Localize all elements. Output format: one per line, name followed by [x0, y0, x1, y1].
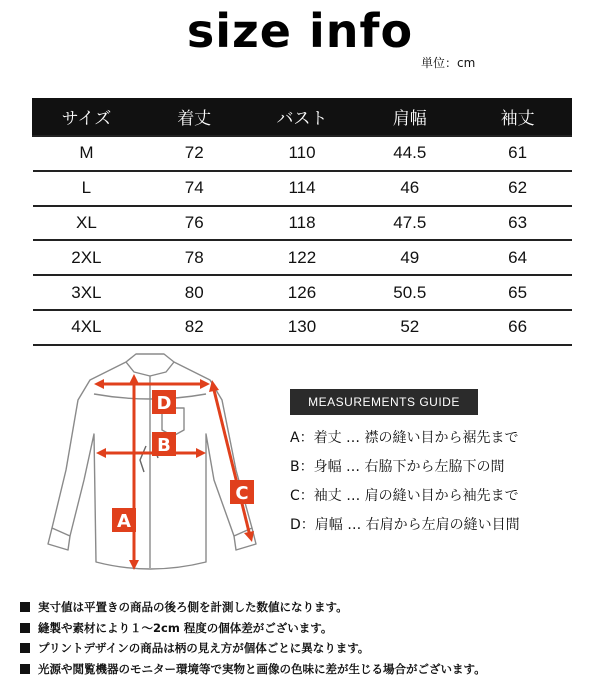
- shirt-diagram: [38, 350, 278, 585]
- table-cell: 49: [356, 240, 464, 275]
- note-item: [20, 659, 595, 680]
- table-row: [33, 240, 572, 275]
- table-cell: 82: [140, 310, 248, 345]
- label-c: C: [235, 483, 249, 504]
- table-cell: 4XL: [33, 310, 141, 345]
- note-text: 光源や閲覧機器のモニター環境等で実物と画像の色味に差が生じる場合がございます。: [38, 661, 486, 676]
- label-d: D: [156, 393, 172, 414]
- page-title: size info: [186, 4, 414, 58]
- table-header-row: [33, 98, 572, 136]
- table-cell: 46: [356, 171, 464, 206]
- table-cell: L: [33, 171, 141, 206]
- table-cell: 66: [464, 310, 572, 345]
- header-size: サイズ: [33, 98, 141, 136]
- label-b: B: [157, 435, 171, 456]
- table-cell: 64: [464, 240, 572, 275]
- table-cell: 2XL: [33, 240, 141, 275]
- table-cell: 3XL: [33, 275, 141, 310]
- table-cell: 76: [140, 206, 248, 241]
- note-item: [20, 618, 595, 639]
- table-cell: 130: [248, 310, 356, 345]
- table-cell: 122: [248, 240, 356, 275]
- note-item: [20, 597, 595, 618]
- table-row: [33, 136, 572, 171]
- table-cell: 47.5: [356, 206, 464, 241]
- table-cell: 114: [248, 171, 356, 206]
- shirt-outline: [48, 354, 256, 569]
- table-row: [33, 275, 572, 310]
- header-shoulder: 肩幅: [356, 98, 464, 136]
- unit-label: 単位：cm: [421, 56, 476, 70]
- size-table: [32, 98, 572, 346]
- note-text: 実寸値は平置きの商品の後ろ側を計測した数値になります。: [38, 600, 348, 615]
- table-cell: XL: [33, 206, 141, 241]
- table-cell: 110: [248, 136, 356, 171]
- header-sleeve: 袖丈: [464, 98, 572, 136]
- note-text: プリントデザインの商品は柄の見え方が個体ごとに異なります。: [38, 641, 370, 656]
- notes-list: [20, 597, 595, 679]
- table-cell: 72: [140, 136, 248, 171]
- guide-item-b: B：身幅 … 右脇下から左脇下の間: [290, 459, 505, 475]
- table-cell: 52: [356, 310, 464, 345]
- table-cell: 65: [464, 275, 572, 310]
- note-text: 縫製や素材により１～2cm 程度の個体差がございます。: [38, 620, 333, 635]
- label-a: A: [117, 511, 131, 532]
- guide-item-a: A：着丈 … 襟の縫い目から裾先まで: [290, 430, 519, 446]
- table-cell: M: [33, 136, 141, 171]
- table-cell: 63: [464, 206, 572, 241]
- table-cell: 126: [248, 275, 356, 310]
- square-bullet-icon: [20, 643, 30, 653]
- table-row: [33, 171, 572, 206]
- note-item: [20, 638, 595, 659]
- measurements-guide-list: [290, 427, 590, 543]
- table-row: [33, 206, 572, 241]
- table-row: [33, 310, 572, 345]
- table-cell: 118: [248, 206, 356, 241]
- header-length: 着丈: [140, 98, 248, 136]
- guide-item-d: D：肩幅 … 右肩から左肩の縫い目間: [290, 517, 520, 533]
- table-cell: 80: [140, 275, 248, 310]
- square-bullet-icon: [20, 623, 30, 633]
- header-bust: バスト: [248, 98, 356, 136]
- guide-item-c: C：袖丈 … 肩の縫い目から袖先まで: [290, 488, 519, 504]
- table-cell: 50.5: [356, 275, 464, 310]
- table-cell: 44.5: [356, 136, 464, 171]
- square-bullet-icon: [20, 602, 30, 612]
- measurements-guide-header: MEASUREMENTS GUIDE: [290, 389, 478, 415]
- table-cell: 78: [140, 240, 248, 275]
- table-cell: 62: [464, 171, 572, 206]
- square-bullet-icon: [20, 664, 30, 674]
- table-cell: 74: [140, 171, 248, 206]
- table-cell: 61: [464, 136, 572, 171]
